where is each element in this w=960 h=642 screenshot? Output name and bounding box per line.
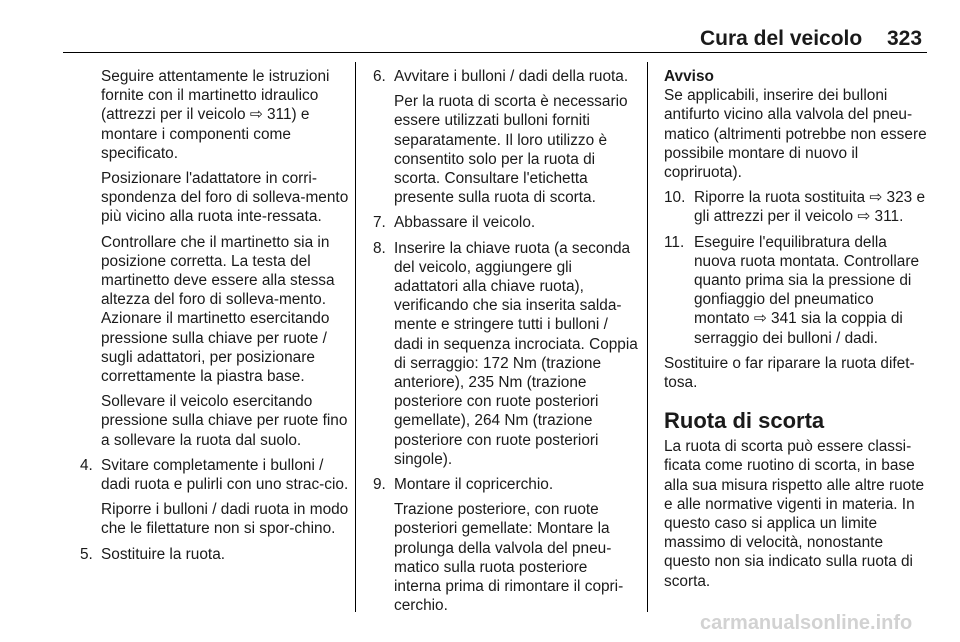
list-text: Riporre la ruota sostituita ⇨ 323 e gli attrezzi per il veicolo ⇨ 311. <box>694 189 926 226</box>
column-divider <box>355 62 356 612</box>
paragraph: Controllare che il martinetto sia in posizione corretta. La testa del martinetto deve essere alla stessa altezza del foro di solleva-mento. Azionare il martinetto esercitando pressione sulla chiave per ruote / sugli adattatori, per posizionare correttamente la piastra base. <box>101 233 335 386</box>
header-rule <box>63 52 927 53</box>
list-number: 11. <box>664 233 685 251</box>
list-number: 10. <box>664 189 686 207</box>
list-text: Montare il copricerchio. <box>394 476 554 494</box>
list-item <box>373 213 638 232</box>
list-subparagraph: Riporre i bulloni / dadi ruota in modo che le filettature non si spor-chino. <box>101 501 349 538</box>
list-text: Inserire la chiave ruota (a seconda del veicolo, aggiungere gli adattatori alla chiave ruota), verificando che sia inserita salda-mente e stringere tutti i bulloni / dadi in sequenza incrociata. Coppia di serraggio: 172 Nm (trazione anteriore), 235 Nm (trazione posteriore con ruote posteriori gemellate), 264 Nm (trazione posteriore con ruote posteriori singole). <box>394 239 638 468</box>
running-header-title: Cura del veicolo <box>700 27 863 50</box>
list-item <box>373 67 638 86</box>
notice-title: Avviso <box>664 68 714 85</box>
list-number: 4. <box>80 456 93 474</box>
list-number: 6. <box>373 68 386 85</box>
list-number: 7. <box>373 214 386 232</box>
column-2 <box>373 67 638 621</box>
section-heading: Ruota di scorta <box>664 408 825 434</box>
paragraph: Sostituire o far riparare la ruota difet-tosa. <box>664 354 915 392</box>
list-item <box>373 475 638 494</box>
paragraph: Seguire attentamente le istruzioni fornite con il martinetto idraulico (attrezzi per il veicolo ⇨ 311) e montare i componenti come specificato. <box>101 68 330 162</box>
list-text: Avvitare i bulloni / dadi della ruota. <box>394 68 629 85</box>
list-item <box>664 188 928 226</box>
list-subparagraph: Per la ruota di scorta è necessario essere utilizzati bulloni forniti separatamente. Il loro utilizzo è consentito solo per la ruota di scorta. Consultare l'etichetta presente sulla ruota di scorta. <box>394 93 628 207</box>
list-item <box>80 545 350 564</box>
list-text: Eseguire l'equilibratura della nuova ruota montata. Controllare quanto prima sia la pressione di gonfiaggio del pneumatico montato ⇨ 341 sia la coppia di serraggio dei bulloni / dadi. <box>694 233 920 347</box>
list-subparagraph: Trazione posteriore, con ruote posteriori gemellate: Montare la prolunga della valvola del pneu-matico sulla ruota posteriore interna prima di rimontare il copri-cerchio. <box>394 501 624 615</box>
watermark: carmanualsonline.info <box>700 612 913 634</box>
list-text: Abbassare il veicolo. <box>394 214 536 232</box>
paragraph: Posizionare l'adattatore in corri-spondenza del foro di solleva-mento più vicino alla ruota inte-ressata. <box>101 170 349 226</box>
notice-text: Se applicabili, inserire dei bulloni antifurto vicino alla valvola del pneu-matico (altrimenti potrebbe non essere possibile montare di nuovo il copriruota). <box>664 87 927 182</box>
list-text: Sostituire la ruota. <box>101 545 226 563</box>
list-number: 9. <box>373 476 386 494</box>
column-divider <box>647 62 648 612</box>
column-1 <box>80 67 350 570</box>
list-item <box>373 239 638 469</box>
list-item <box>664 233 928 348</box>
paragraph: Sollevare il veicolo esercitando pressione sulla chiave per ruote fino a sollevare la ruota dal suolo. <box>101 393 348 449</box>
notice-box <box>664 67 928 182</box>
column-3 <box>664 67 928 597</box>
list-number: 5. <box>80 545 93 563</box>
paragraph: La ruota di scorta può essere classi-ficata come ruotino di scorta, in base alla sua misura rispetto alle altre ruote e alle normative vigenti in materia. In questo caso si applica un limite massimo di velocità, nonostante questo non sia indicato sulla ruota di scorta. <box>664 438 925 590</box>
page-number: 323 <box>887 27 923 50</box>
list-text: Svitare completamente i bulloni / dadi ruota e pulirli con uno strac-cio. <box>101 456 349 494</box>
list-item <box>80 456 350 494</box>
list-number: 8. <box>373 239 386 257</box>
